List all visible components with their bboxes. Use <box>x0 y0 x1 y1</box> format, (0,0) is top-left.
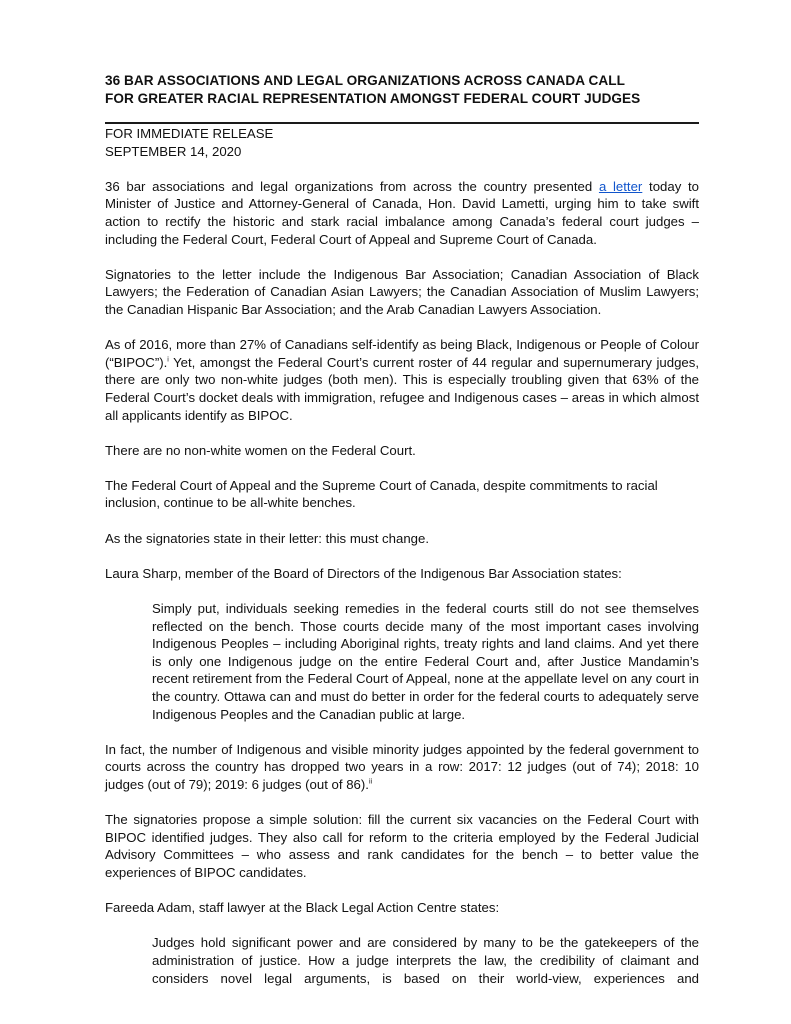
paragraph-fareeda-adam-intro: Fareeda Adam, staff lawyer at the Black Legal Action Centre states: <box>105 900 500 916</box>
appointments-text: In fact, the number of Indigenous and visible minority judges appointed by the federal government to courts across the country has dropped two years in a row: 2017: 12 judges (out of 74); 2018: 10 judges (out of 79); 2019: 6 judges (out of 86). <box>105 741 699 792</box>
quote-fareeda-adam: Judges hold significant power and are considered by many to be the gatekeepers of the administration of justice. How a judge interprets the law, the credibility of claimant and considers novel legal arguments, is based on their world-view, experiences and <box>152 935 699 986</box>
statistics-text-after-note: Yet, amongst the Federal Court’s current roster of 44 regular and supernumerary judges, there are only two non-white judges (both men). This is especially troubling given that 63% of the Federal Court’s docket deals with immigration, refugee and Indigenous cases – areas in which almost all applicants identify as BIPOC. <box>105 354 699 423</box>
release-date: SEPTEMBER 14, 2020 <box>105 143 242 159</box>
intro-text-after-link: today to Minister of Justice and Attorney-General of Canada, Hon. David Lametti, urging him to take swift action to rectify the historic and stark racial imbalance among Canada’s federal court judges – including the Federal Court, Federal Court of Appeal and Supreme Court of Canada. <box>105 178 700 247</box>
headline <box>105 72 699 108</box>
headline-line-2: FOR GREATER RACIAL REPRESENTATION AMONGST FEDERAL COURT JUDGES <box>105 91 641 106</box>
paragraph-intro <box>105 178 699 248</box>
paragraph-signatories: Signatories to the letter include the Indigenous Bar Association; Canadian Association of Black Lawyers; the Federation of Canadian Asian Lawyers; the Canadian Association of Muslim Lawyers; the Canadian Hispanic Bar Association; and the Arab Canadian Lawyers Association. <box>105 266 699 317</box>
paragraph-must-change: As the signatories state in their letter: this must change. <box>105 530 429 546</box>
title-divider <box>105 122 699 124</box>
paragraph-appeal-courts: The Federal Court of Appeal and the Supreme Court of Canada, despite commitments to racial inclusion, continue to be all-white benches. <box>105 477 658 511</box>
footnote-ref-i[interactable]: i <box>167 356 169 364</box>
paragraph-solution: The signatories propose a simple solution: fill the current six vacancies on the Federal Court with BIPOC identified judges. They also call for reform to the criteria employed by the Federal Judicial Advisory Committees – who assess and rank candidates for the bench – to better value the experiences of BIPOC candidates. <box>105 812 699 880</box>
paragraph-laura-sharp-intro: Laura Sharp, member of the Board of Directors of the Indigenous Bar Association states: <box>105 565 622 581</box>
press-release-page <box>105 72 699 1005</box>
paragraph-statistics <box>105 336 699 424</box>
intro-text-before-link: 36 bar associations and legal organizations from across the country presented <box>105 178 599 194</box>
release-label: FOR IMMEDIATE RELEASE <box>105 126 274 141</box>
paragraph-appointments <box>105 741 699 794</box>
letter-link[interactable]: a letter <box>598 178 643 194</box>
quote-laura-sharp: Simply put, individuals seeking remedies in the federal courts still do not see themselves reflected on the bench. Those courts decide many of the most important cases involving Indigenous Peoples – including Aboriginal rights, treaty rights and land claims. And yet there is only one Indigenous judge on the entire Federal Court and, after Justice Mandamin’s recent retirement from the Federal Court of Appeal, none at the appellate level on any court in the country. Ottawa can and must do better in order for the federal courts to adequately serve Indigenous Peoples and the Canadian public at large. <box>152 601 699 722</box>
spacer <box>105 160 699 178</box>
footnote-ref-ii[interactable]: ii <box>368 778 373 786</box>
statistics-text-before-note: As of 2016, more than 27% of Canadians self-identify as being Black, Indigenous or People of Colour (“BIPOC”). <box>105 337 699 370</box>
headline-line-1: 36 BAR ASSOCIATIONS AND LEGAL ORGANIZATIONS ACROSS CANADA CALL <box>105 73 625 88</box>
paragraph-no-women: There are no non-white women on the Federal Court. <box>105 442 416 458</box>
